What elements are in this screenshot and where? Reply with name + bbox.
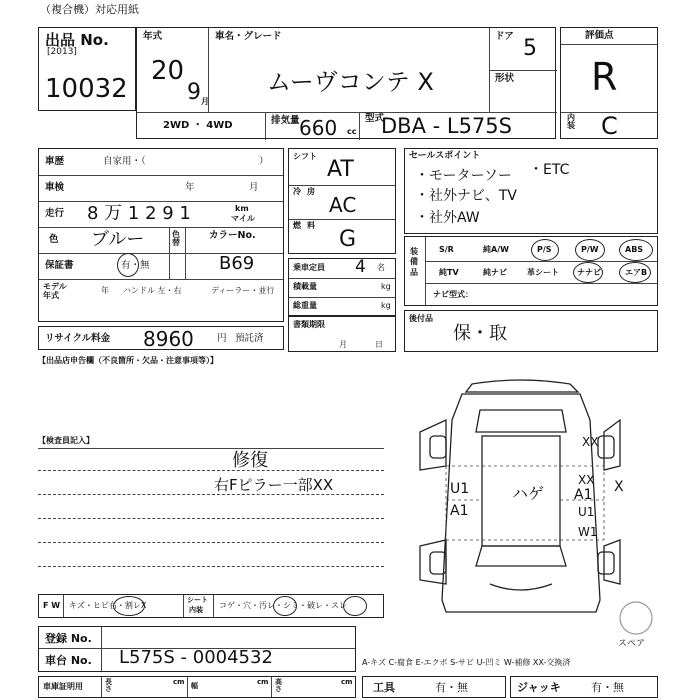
load-unit: kg xyxy=(381,282,391,291)
ac-value: AC xyxy=(329,193,357,217)
info-block xyxy=(38,148,284,322)
interior-value: C xyxy=(601,112,618,140)
equip-r2-0: 純TV xyxy=(439,268,459,277)
seller-notes-label: 【出品店申告欄（不良箇所・欠品・注意事項等）】 xyxy=(38,356,218,365)
model-year-year: 年 xyxy=(101,286,109,295)
damage-a1-right: A1 xyxy=(574,487,593,503)
year-month: 9 xyxy=(187,80,201,105)
capacity-label: 乗車定員 xyxy=(293,263,325,272)
doc-deadline-label: 書類期限 xyxy=(293,320,325,329)
model-year-handle: ハンドル 左・右 xyxy=(123,286,182,295)
tools-box xyxy=(362,676,506,698)
warranty-options: 有・無 xyxy=(121,260,150,271)
lot-label: 出品 No. xyxy=(45,31,109,49)
car-value: ムーヴコンテ X xyxy=(267,68,434,96)
mileage-label: 走行 xyxy=(45,208,65,219)
displacement-value: 660 xyxy=(299,116,338,140)
inspection-month: 月 xyxy=(249,182,259,193)
form-title: （複合機）対応用紙 xyxy=(40,3,139,16)
grade-value: R xyxy=(591,55,618,99)
sales-point-3: ・社外ナビ、TV xyxy=(415,188,517,204)
interior-fw: F W xyxy=(43,601,61,610)
aftermarket-block xyxy=(404,310,658,352)
grade-label: 評価点 xyxy=(585,30,614,41)
seat-label2: 内装 xyxy=(189,606,203,614)
displacement-label: 排気量 xyxy=(271,115,300,126)
year-value: 20 xyxy=(151,56,185,86)
sales-block xyxy=(404,148,658,234)
recycle-deposit: 預託済 xyxy=(235,333,264,344)
equip-r1-4: ABS xyxy=(625,245,644,254)
spare-label: スペア xyxy=(618,639,646,649)
damage-x-side: X xyxy=(614,479,624,495)
registration-label: 登録 No. xyxy=(45,632,92,645)
aftermarket-label: 後付品 xyxy=(409,314,433,323)
inspection-year: 年 xyxy=(185,182,195,193)
equip-r2-3: ナナビ xyxy=(577,268,601,277)
jack-label: ジャッキ xyxy=(517,681,561,694)
weight-label: 総重量 xyxy=(293,301,317,310)
jack-box xyxy=(510,676,658,698)
color-value: ブルー xyxy=(91,229,145,250)
equip-r2-1: 純ナビ xyxy=(483,268,507,277)
equipment-block xyxy=(404,236,658,306)
history-close: ） xyxy=(259,156,269,167)
interior-label: 内装 xyxy=(567,113,575,130)
specs-block xyxy=(288,148,396,254)
history-value: 自家用・（ xyxy=(103,156,146,167)
tools-options: 有・無 xyxy=(435,681,468,694)
garage-row xyxy=(38,676,356,698)
chassis-label: 車台 No. xyxy=(45,654,92,667)
model-year-label1: モデル xyxy=(43,282,67,291)
recycle-box xyxy=(38,326,284,350)
damage-xx-right: XX xyxy=(578,473,595,487)
ac-label2: 房 xyxy=(307,187,315,196)
equip-r2-2: 革シート xyxy=(527,268,559,277)
damage-u1: U1 xyxy=(450,481,470,497)
equip-r1-3: P/W xyxy=(581,245,599,254)
equip-r1-0: S/R xyxy=(439,245,454,254)
model-label: 型式 xyxy=(365,113,385,124)
damage-legend: A-キズ C-腐食 E-エクボ S-サビ U-凹ミ W-補修 XX-交換済 xyxy=(362,658,571,667)
sales-label: セールスポイント xyxy=(409,151,481,161)
jack-options: 有・無 xyxy=(591,681,624,694)
shape-label: 形状 xyxy=(495,73,515,84)
seat-items: コゲ・穴・汚レ・シミ・破レ・スレ xyxy=(219,601,347,610)
sales-point-4: ・社外AW xyxy=(415,210,480,226)
mileage-unit-mile: マイル xyxy=(231,214,255,223)
month-unit: 月 xyxy=(201,97,209,106)
capacity-unit: 名 xyxy=(377,263,385,272)
warranty-label: 保証書 xyxy=(45,260,74,271)
history-label: 車歴 xyxy=(45,156,65,167)
doors-label: ドア xyxy=(495,31,514,42)
aftermarket-value: 保・取 xyxy=(453,323,507,344)
inspector-line2: 右Fピラー一部XX xyxy=(214,476,334,494)
garage-cm1: cm xyxy=(173,678,185,686)
fuel-label2: 料 xyxy=(307,221,315,230)
shift-label: シフト xyxy=(293,152,317,161)
interior-items: キズ・ヒビ右・割レX xyxy=(69,601,147,610)
capacity-value: 4 xyxy=(355,257,366,277)
grade-box xyxy=(560,27,658,139)
mileage-unit-km: km xyxy=(235,204,249,213)
top-block xyxy=(136,27,556,139)
fuel-value: G xyxy=(339,227,357,252)
fuel-label1: 燃 xyxy=(293,221,301,230)
car-label: 車名・グレード xyxy=(215,31,282,42)
color-code-value: B69 xyxy=(219,253,255,274)
damage-center: ハゲ xyxy=(512,484,545,503)
garage-cm2: cm xyxy=(257,678,269,686)
recycle-label: リサイクル料金 xyxy=(45,333,111,344)
damage-xx-top: XX xyxy=(582,435,599,449)
navi-label: ナビ型式： xyxy=(433,290,473,299)
color-label: 色 xyxy=(49,234,59,245)
seat-label: シート xyxy=(187,596,208,604)
model-value: DBA - L575S xyxy=(381,114,512,138)
mileage-value: 8 万 1 2 9 1 xyxy=(87,203,191,224)
chassis-value: L575S - 0004532 xyxy=(119,647,273,668)
drive-label: 2WD ・ 4WD xyxy=(163,120,233,131)
doc-deadline-day: 日 xyxy=(375,340,383,349)
damage-a1-left: A1 xyxy=(450,503,469,519)
garage-len: 長さ xyxy=(105,678,112,693)
weight-unit: kg xyxy=(381,301,391,310)
lot-number: 10032 xyxy=(45,74,128,104)
displacement-unit: cc xyxy=(347,127,357,136)
equip-r1-1: 純A/W xyxy=(483,245,509,254)
inspector-label: 【検査員記入】 xyxy=(38,436,94,445)
doc-deadline-month: 月 xyxy=(339,340,347,349)
shift-value: AT xyxy=(327,157,354,182)
recycle-value: 8960 xyxy=(143,327,194,351)
year-label: 年式 xyxy=(143,31,163,42)
doors-value: 5 xyxy=(523,36,537,61)
equip-r2-4: エアB xyxy=(625,268,648,277)
capacity-block xyxy=(288,258,396,316)
sales-point-1: ・モーターソー xyxy=(415,168,512,184)
garage-width: 幅 xyxy=(191,682,198,690)
model-year-dealer: ディーラー・並行 xyxy=(211,286,275,295)
damage-u1-right: U1 xyxy=(578,505,595,519)
registration-block xyxy=(38,626,356,672)
lot-box xyxy=(38,27,136,111)
recycle-unit: 円 xyxy=(217,333,227,344)
interior-row xyxy=(38,594,384,618)
ac-label1: 冷 xyxy=(293,187,301,196)
garage-cm3: cm xyxy=(341,678,353,686)
load-label: 積載量 xyxy=(293,282,317,291)
color-code-label: カラーNo. xyxy=(209,230,256,241)
garage-height: 高さ xyxy=(275,678,282,693)
model-year-label2: 年式 xyxy=(43,291,59,300)
inspector-line1: 修復 xyxy=(232,450,268,471)
deadline-block xyxy=(288,316,396,352)
garage-label: 車庫証明用 xyxy=(43,682,83,691)
damage-w1-right: W1 xyxy=(578,525,598,539)
equipment-label: 装備品 xyxy=(410,247,418,277)
tools-label: 工具 xyxy=(373,681,395,694)
color-change-label: 色替 xyxy=(172,230,180,247)
sales-point-2: ・ETC xyxy=(529,162,570,178)
lot-year-tag: [2013] xyxy=(47,47,77,57)
equip-r1-2: P/S xyxy=(537,245,552,254)
inspection-label: 車検 xyxy=(45,182,65,193)
